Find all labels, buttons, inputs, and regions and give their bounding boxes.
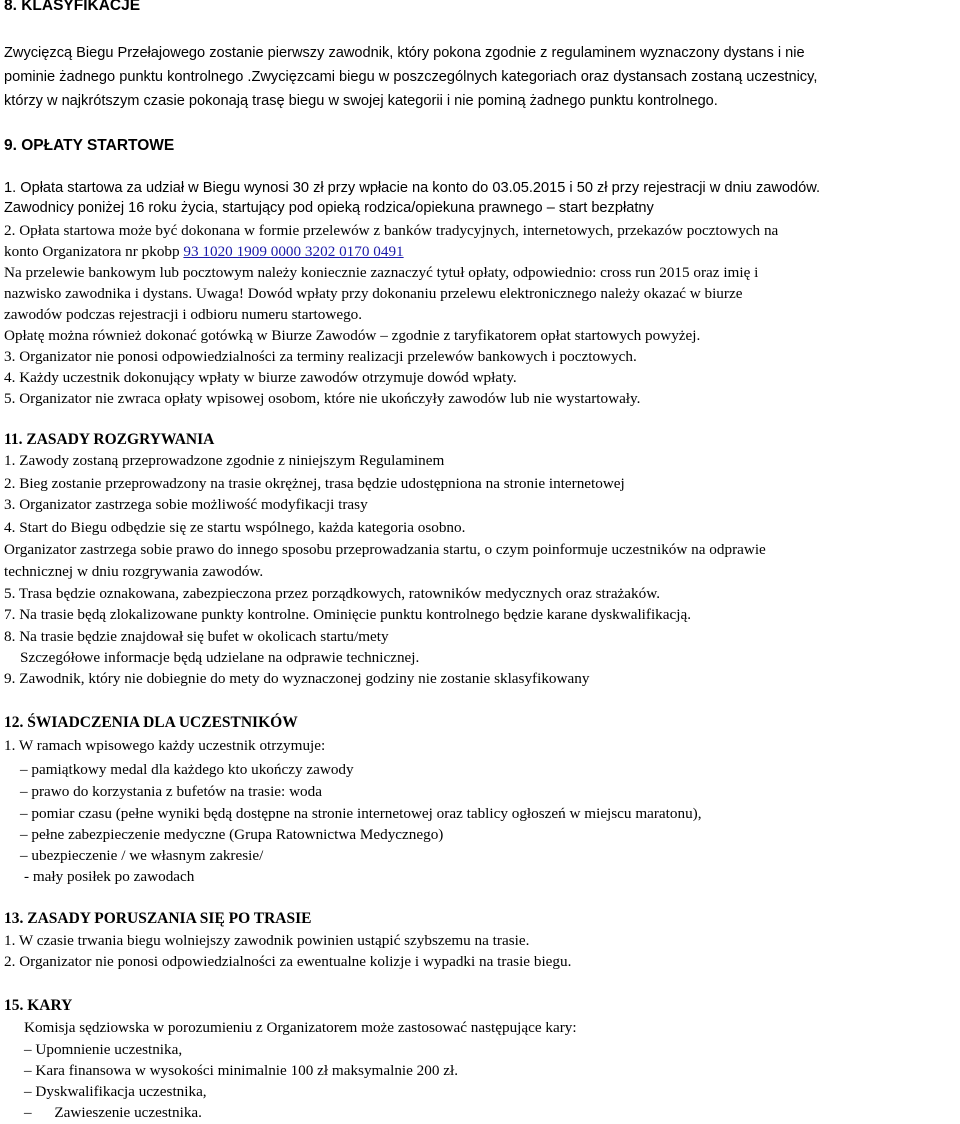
text-line: Zwycięzcą Biegu Przełajowego zostanie pierwszy zawodnik, który pokona zgodnie z regulaminem wyznaczony dystans i nie — [4, 45, 805, 61]
list-item: - mały posiłek po zawodach — [24, 868, 195, 885]
list-item: – pamiątkowy medal dla każdego kto ukończy zawody — [20, 761, 354, 778]
text-line: 2. Organizator nie ponosi odpowiedzialności za ewentualne kolizje i wypadki na trasie biegu. — [4, 953, 572, 970]
text-line: 1. W ramach wpisowego każdy uczestnik otrzymuje: — [4, 737, 326, 754]
text-line: 9. Zawodnik, który nie dobiegnie do mety do wyznaczonej godziny nie zostanie sklasyfikowany — [4, 670, 590, 687]
text-line: 2. Opłata startowa może być dokonana w formie przelewów z banków tradycyjnych, internetowych, przekazów pocztowych na — [4, 222, 779, 239]
list-item: – prawo do korzystania z bufetów na trasie: woda — [20, 783, 322, 800]
list-item: – Kara finansowa w wysokości minimalnie 100 zł maksymalnie 200 zł. — [24, 1062, 459, 1079]
text-line: 4. Start do Biegu odbędzie się ze startu wspólnego, każda kategoria osobno. — [4, 519, 466, 536]
list-item: – pomiar czasu (pełne wyniki będą dostępne na stronie internetowej oraz tablicy ogłoszeń w miejscu maratonu), — [20, 805, 702, 822]
account-prefix: konto Organizatora nr pkobp — [4, 243, 184, 260]
list-item: – Upomnienie uczestnika, — [24, 1041, 183, 1058]
text-line: 2. Bieg zostanie przeprowadzony na trasie okrężnej, trasa będzie udostępniona na stronie internetowej — [4, 475, 625, 492]
text-line: 4. Każdy uczestnik dokonujący wpłaty w biurze zawodów otrzymuje dowód wpłaty. — [4, 369, 517, 386]
text-line: 1. Zawody zostaną przeprowadzone zgodnie z niniejszym Regulaminem — [4, 452, 445, 469]
text-line: Organizator zastrzega sobie prawo do innego sposobu przeprowadzania startu, o czym poinformuje uczestników na odprawie — [4, 541, 766, 558]
text-line: 5. Trasa będzie oznakowana, zabezpieczona przez porządkowych, ratowników medycznych oraz strażaków. — [4, 585, 661, 602]
heading-klasyfikacje: 8. KLASYFIKACJE — [4, 0, 141, 14]
heading-poruszanie: 13. ZASADY PORUSZANIA SIĘ PO TRASIE — [4, 910, 312, 927]
heading-swiadczenia: 12. ŚWIADCZENIA DLA UCZESTNIKÓW — [4, 714, 298, 731]
text-line: 1. Opłata startowa za udział w Biegu wynosi 30 zł przy wpłacie na konto do 03.05.2015 i 50 zł przy rejestracji w dniu zawodów. — [4, 180, 821, 196]
account-line — [4, 243, 404, 261]
list-item: – ubezpieczenie / we własnym zakresie/ — [20, 847, 264, 864]
text-line: 8. Na trasie będzie znajdował się bufet w okolicach startu/mety — [4, 628, 389, 645]
text-line: 3. Organizator zastrzega sobie możliwość modyfikacji trasy — [4, 496, 368, 513]
heading-kary: 15. KARY — [4, 997, 73, 1014]
text-line: Komisja sędziowska w porozumieniu z Organizatorem może zastosować następujące kary: — [24, 1019, 577, 1036]
text-line: Na przelewie bankowym lub pocztowym należy koniecznie zaznaczyć tytuł opłaty, odpowiednio: cross run 2015 oraz imię i — [4, 264, 759, 281]
text-line: 3. Organizator nie ponosi odpowiedzialności za terminy realizacji przelewów bankowych i pocztowych. — [4, 348, 637, 365]
text-line: zawodów podczas rejestracji i odbioru numeru startowego. — [4, 306, 363, 323]
heading-zasady: 11. ZASADY ROZGRYWANIA — [4, 431, 215, 448]
text-line: 7. Na trasie będą zlokalizowane punkty kontrolne. Ominięcie punktu kontrolnego będzie karane dyskwalifikacją. — [4, 606, 692, 623]
text-line: 5. Organizator nie zwraca opłaty wpisowej osobom, które nie ukończyły zawodów lub nie wystartowały. — [4, 390, 641, 407]
list-item: – Dyskwalifikacja uczestnika, — [24, 1083, 207, 1100]
list-item: – pełne zabezpieczenie medyczne (Grupa Ratownictwa Medycznego) — [20, 826, 444, 843]
text-line: Szczegółowe informacje będą udzielane na odprawie technicznej. — [20, 649, 420, 666]
text-line: technicznej w dniu rozgrywania zawodów. — [4, 563, 264, 580]
text-line: którzy w najkrótszym czasie pokonają trasę biegu w swojej kategorii i nie pominą żadnego punktu kontrolnego. — [4, 93, 718, 109]
heading-oplaty: 9. OPŁATY STARTOWE — [4, 137, 175, 154]
text-line: Zawodnicy poniżej 16 roku życia, startujący pod opieką rodzica/opiekuna prawnego – start bezpłatny — [4, 200, 654, 216]
list-item: – Zawieszenie uczestnika. — [24, 1104, 202, 1121]
text-line: nazwisko zawodnika i dystans. Uwaga! Dowód wpłaty przy dokonaniu przelewu elektronicznego należy okazać w biurze — [4, 285, 743, 302]
text-line: Opłatę można również dokonać gotówką w Biurze Zawodów – zgodnie z taryfikatorem opłat startowych powyżej. — [4, 327, 701, 344]
text-line: 1. W czasie trwania biegu wolniejszy zawodnik powinien ustąpić szybszemu na trasie. — [4, 932, 530, 949]
text-line: pominie żadnego punktu kontrolnego .Zwycięzcami biegu w poszczególnych kategoriach oraz dystansach zostaną uczestnicy, — [4, 69, 818, 85]
account-number-link[interactable]: 93 1020 1909 0000 3202 0170 0491 — [183, 243, 404, 260]
